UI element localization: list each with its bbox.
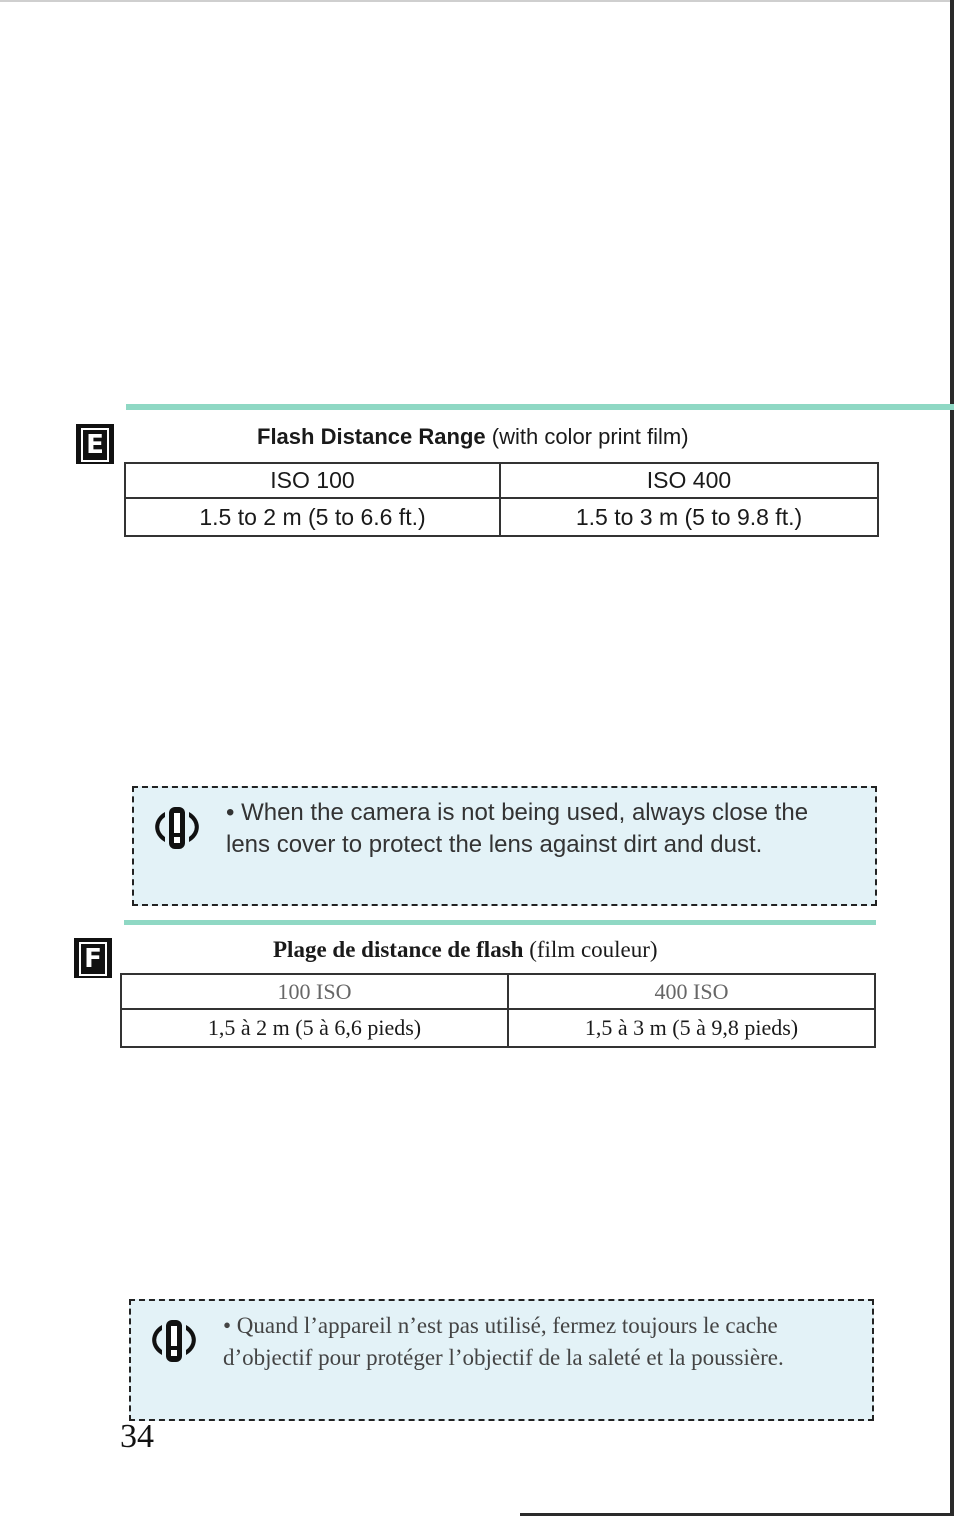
table-row	[121, 1009, 875, 1047]
header-iso-400: ISO 400	[500, 463, 878, 498]
table-row	[125, 498, 878, 536]
value-iso-400: 1,5 à 3 m (5 à 9,8 pieds)	[508, 1009, 875, 1047]
caution-note	[132, 786, 877, 906]
flash-range-heading-bold: Flash Distance Range	[257, 424, 486, 449]
page-edge-top	[0, 0, 954, 2]
table-header-row	[125, 463, 878, 498]
table-header-row	[121, 974, 875, 1009]
value-iso-100: 1,5 à 2 m (5 à 6,6 pieds)	[207, 1015, 422, 1040]
value-iso-100: 1.5 to 2 m (5 to 6.6 ft.)	[199, 503, 426, 530]
caution-text: • When the camera is not being used, always close the lens cover to protect the lens against dirt and dust.	[226, 799, 809, 858]
header-iso-400: 400 ISO	[508, 974, 875, 1009]
flash-range-heading-note: (film couleur)	[523, 937, 658, 962]
flash-range-heading-note: (with color print film)	[485, 424, 689, 449]
flash-range-heading	[273, 937, 658, 963]
page-number: 34	[120, 1418, 154, 1455]
language-marker-e: E	[76, 424, 114, 464]
caution-icon	[149, 1316, 199, 1366]
language-marker-f: F	[74, 938, 112, 978]
section-divider-rule	[126, 404, 954, 410]
caution-icon	[152, 803, 202, 853]
header-iso-100: 100 ISO	[121, 974, 508, 1009]
header-iso-100: ISO 100	[125, 463, 500, 498]
caution-note	[129, 1299, 874, 1421]
page-edge-right	[950, 0, 954, 1516]
flash-range-heading-bold: Plage de distance de flash	[273, 937, 524, 962]
flash-range-table	[124, 462, 879, 537]
flash-range-heading	[257, 424, 689, 450]
section-divider-rule	[124, 920, 876, 925]
caution-text: • Quand l’appareil n’est pas utilisé, fermez toujours le cache d’objectif pour protéger l’objectif de la saleté et la poussière.	[223, 1313, 784, 1370]
flash-range-table	[120, 973, 876, 1048]
value-iso-400: 1.5 to 3 m (5 to 9.8 ft.)	[500, 498, 878, 536]
